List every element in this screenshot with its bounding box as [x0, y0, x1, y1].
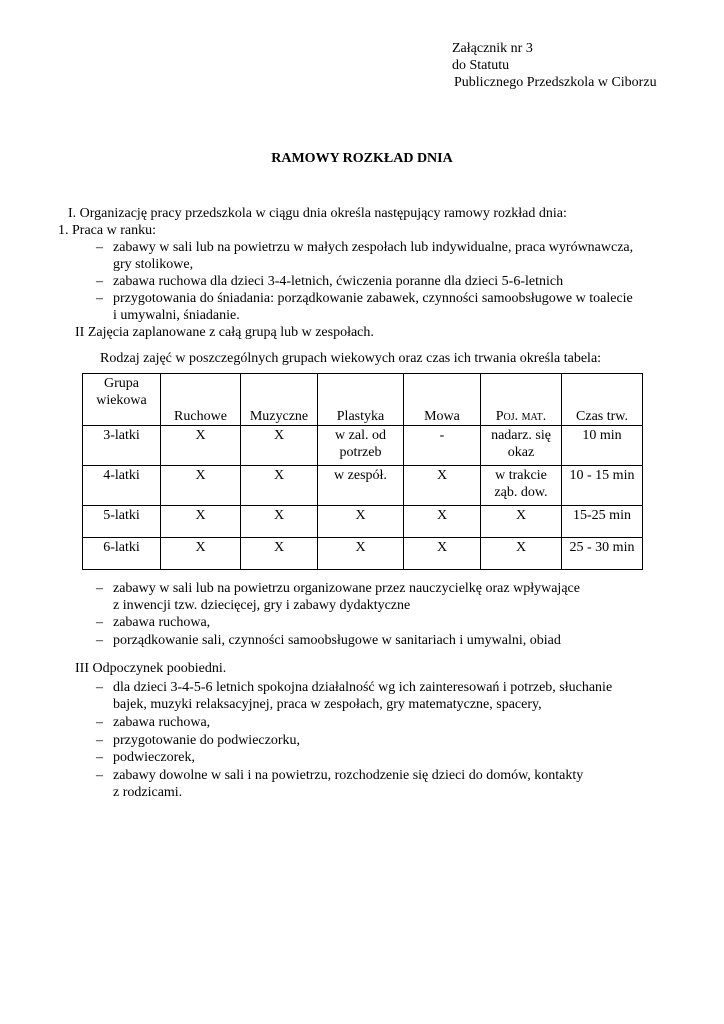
schedule-table: [82, 373, 643, 570]
table-row: [83, 426, 643, 466]
table-cell: X: [404, 538, 481, 570]
header-cell: Muzyczne: [241, 374, 318, 426]
table-cell: 15-25 min: [562, 506, 643, 538]
dash-marker: –: [96, 715, 103, 730]
table-cell: 25 - 30 min: [562, 538, 643, 570]
dash-marker: –: [96, 733, 103, 748]
list-item-line-2: z inwencji tzw. dziecięcej, gry i zabawy dydaktyczne: [113, 598, 411, 613]
table-row: [83, 538, 643, 570]
table-cell: X: [161, 506, 241, 538]
section2-heading: II Zajęcia zaplanowane z całą grupą lub w zespołach.: [75, 325, 374, 340]
list-item-line-1: zabawa ruchowa,: [113, 615, 211, 630]
dash-marker: –: [96, 274, 103, 289]
dash-marker: –: [96, 291, 103, 306]
list-item-line-1: przygotowanie do podwieczorku,: [113, 733, 300, 748]
dash-marker: –: [96, 240, 103, 255]
list-item-line-1: podwieczorek,: [113, 750, 196, 765]
table-row: [83, 506, 643, 538]
table-cell: X: [161, 426, 241, 466]
list-item-line-2: i umywalni, śniadanie.: [113, 308, 240, 323]
header-cell: Mowa: [404, 374, 481, 426]
table-cell: X: [481, 538, 562, 570]
table-cell: X: [404, 506, 481, 538]
list-item-line-1: zabawa ruchowa,: [113, 715, 211, 730]
header-cell: Plastyka: [318, 374, 404, 426]
table-cell: w zespół.: [318, 466, 404, 506]
table-cell: X: [241, 506, 318, 538]
table-cell: X: [318, 506, 404, 538]
header-group-line-1: Grupa: [104, 376, 139, 391]
table-cell: X: [241, 538, 318, 570]
table-cell: X: [318, 538, 404, 570]
table-intro: Rodzaj zajęć w poszczególnych grupach wiekowych oraz czas ich trwania określa tabela:: [100, 351, 602, 366]
header-cell-group: [83, 374, 161, 426]
list-item-line-2: z rodzicami.: [113, 785, 183, 800]
list-item-line-1: dla dzieci 3-4-5-6 letnich spokojna działalność wg ich zainteresowań i potrzeb, słuchanie: [113, 680, 613, 695]
section1-item1-label: 1. Praca w ranku:: [58, 223, 156, 238]
list-item-line-1: porządkowanie sali, czynności samoobsługowe w sanitariach i umywalni, obiad: [113, 633, 561, 648]
table-cell: nadarz. się okaz: [481, 426, 562, 466]
dash-marker: –: [96, 680, 103, 695]
header-line-1: Załącznik nr 3: [452, 41, 533, 56]
header-cell: Ruchowe: [161, 374, 241, 426]
table-cell: w trakcie ząb. dow.: [481, 466, 562, 506]
dash-marker: –: [96, 581, 103, 596]
row-group-cell: 3-latki: [83, 426, 161, 466]
header-group-line-2: wiekowa: [96, 393, 147, 408]
dash-marker: –: [96, 768, 103, 783]
table-cell: X: [404, 466, 481, 506]
row-group-cell: 5-latki: [83, 506, 161, 538]
list-item-line-1: zabawy w sali lub na powietrzu w małych zespołach lub indywidualne, praca wyrównawcza,: [113, 240, 634, 255]
list-item-line-2: gry stolikowe,: [113, 257, 194, 272]
header-line-2: do Statutu: [452, 58, 510, 73]
table-cell: X: [241, 426, 318, 466]
dash-marker: –: [96, 750, 103, 765]
page-title: RAMOWY ROZKŁAD DNIA: [271, 151, 453, 166]
dash-marker: –: [96, 633, 103, 648]
table-cell: X: [161, 538, 241, 570]
header-line-3: Publicznego Przedszkola w Ciborzu: [454, 75, 657, 90]
list-item-line-1: zabawa ruchowa dla dzieci 3-4-letnich, ćwiczenia poranne dla dzieci 5-6-letnich: [113, 274, 564, 289]
list-item-line-1: przygotowania do śniadania: porządkowanie zabawek, czynności samoobsługowe w toalecie: [113, 291, 633, 306]
dash-marker: –: [96, 615, 103, 630]
table-cell: -: [404, 426, 481, 466]
list-item-line-1: zabawy dowolne w sali i na powietrzu, rozchodzenie się dzieci do domów, kontakty: [113, 768, 584, 783]
section1-intro: I. Organizację pracy przedszkola w ciągu dnia określa następujący ramowy rozkład dnia:: [68, 206, 567, 221]
header-cell: Poj. mat.: [481, 374, 562, 426]
row-group-cell: 6-latki: [83, 538, 161, 570]
list-item-line-1: zabawy w sali lub na powietrzu organizowane przez nauczycielkę oraz wpływające: [113, 581, 580, 596]
table-row: [83, 466, 643, 506]
header-cell: Czas trw.: [562, 374, 643, 426]
table-cell: X: [481, 506, 562, 538]
row-group-cell: 4-latki: [83, 466, 161, 506]
table-cell: w zal. od potrzeb: [318, 426, 404, 466]
section3-heading: III Odpoczynek poobiedni.: [75, 661, 227, 676]
table-cell: 10 min: [562, 426, 643, 466]
table-header-row: [83, 374, 643, 426]
table-cell: 10 - 15 min: [562, 466, 643, 506]
table-cell: X: [241, 466, 318, 506]
table-cell: X: [161, 466, 241, 506]
list-item-line-2: bajek, muzyki relaksacyjnej, praca w zespołach, gry matematyczne, spacery,: [113, 697, 542, 712]
